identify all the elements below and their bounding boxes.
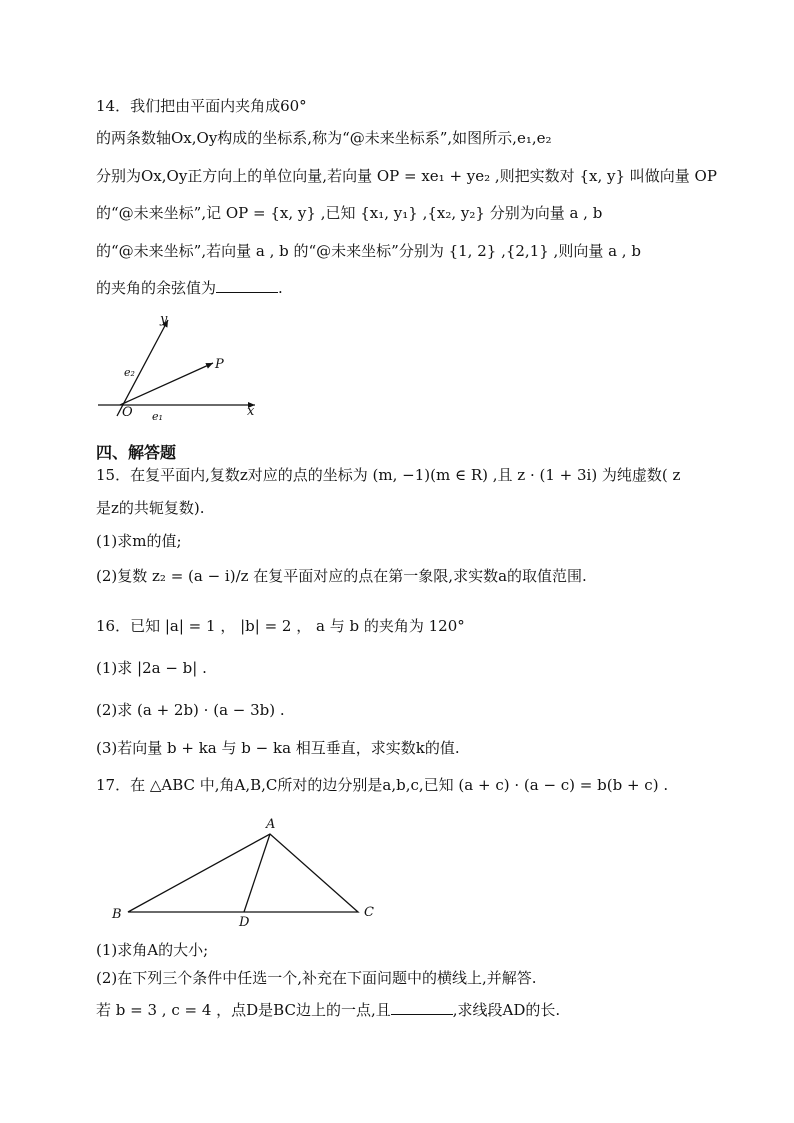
point-d-label: D	[239, 915, 250, 928]
q14-line-6	[96, 278, 283, 298]
q17-line-2: (1)求角A的大小;	[96, 941, 209, 959]
q15-line-2: 是z的共轭复数).	[96, 499, 205, 517]
q17-line-4-end: ,求线段AD的长.	[452, 1001, 561, 1019]
q14-line-6-end: .	[278, 279, 283, 297]
triangle-abc	[128, 834, 358, 912]
q16-line-4: (3)若向量 b + ka 与 b − ka 相互垂直，求实数k的值.	[96, 739, 460, 757]
q15-line-1: 15．在复平面内,复数z对应的点的坐标为 (m, −1)(m ∈ R) ,且 z · (1 + 3i) 为纯虚数( z	[96, 466, 681, 484]
coordinate-figure	[90, 308, 270, 428]
q16-line-1: 16．已知 |a| = 1 ， |b| = 2 ， a 与 b 的夹角为 120°	[96, 617, 465, 635]
q15-line-3: (1)求m的值;	[96, 532, 182, 550]
q17-line-4-text: 若 b = 3 , c = 4 ，点D是BC边上的一点,且	[96, 1001, 391, 1019]
answer-blank	[216, 278, 278, 293]
e1-label: e₁	[152, 410, 163, 423]
y-axis-label: y	[160, 312, 168, 327]
vertex-a-label: A	[266, 817, 276, 832]
q14-line-5: 的“@未来坐标”,若向量 a , b 的“@未来坐标”分别为 {1, 2} ,{2,1} ,则向量 a , b	[96, 242, 641, 260]
section-title: 四、解答题	[96, 443, 177, 462]
point-p-label: P	[215, 357, 224, 372]
q14-line-1: 14．我们把由平面内夹角成60°	[96, 97, 307, 115]
vertex-c-label: C	[364, 905, 374, 920]
origin-label: O	[122, 405, 133, 420]
q14-line-6-text: 的夹角的余弦值为	[96, 279, 217, 297]
triangle-figure	[104, 812, 394, 928]
q17-line-3: (2)在下列三个条件中任选一个,补充在下面问题中的横线上,并解答.	[96, 969, 537, 987]
q14-line-2: 的两条数轴Ox,Oy构成的坐标系,称为“@未来坐标系”,如图所示,e₁,e₂	[96, 129, 552, 147]
q15-line-4: (2)复数 z₂ = (a − i)/z 在复平面对应的点在第一象限,求实数a的取值范围.	[96, 567, 587, 585]
condition-blank	[391, 1000, 453, 1015]
q14-line-4: 的“@未来坐标”,记 OP = {x, y} ,已知 {x₁, y₁} ,{x₂, y₂} 分别为向量 a , b	[96, 204, 603, 222]
x-axis-label: x	[247, 404, 255, 419]
q17-line-1: 17．在 △ABC 中,角A,B,C所对的边分别是a,b,c,已知 (a + c) · (a − c) = b(b + c) .	[96, 776, 669, 794]
q16-line-2: (1)求 |2a − b| .	[96, 659, 207, 677]
vertex-b-label: B	[112, 907, 122, 922]
q14-line-3: 分别为Ox,Oy正方向上的单位向量,若向量 OP = xe₁ + ye₂ ,则把实数对 {x, y} 叫做向量 OP	[96, 167, 717, 185]
q16-line-3: (2)求 (a + 2b) · (a − 3b) .	[96, 701, 285, 719]
e2-label: e₂	[124, 366, 135, 379]
q17-line-4	[96, 1000, 560, 1020]
